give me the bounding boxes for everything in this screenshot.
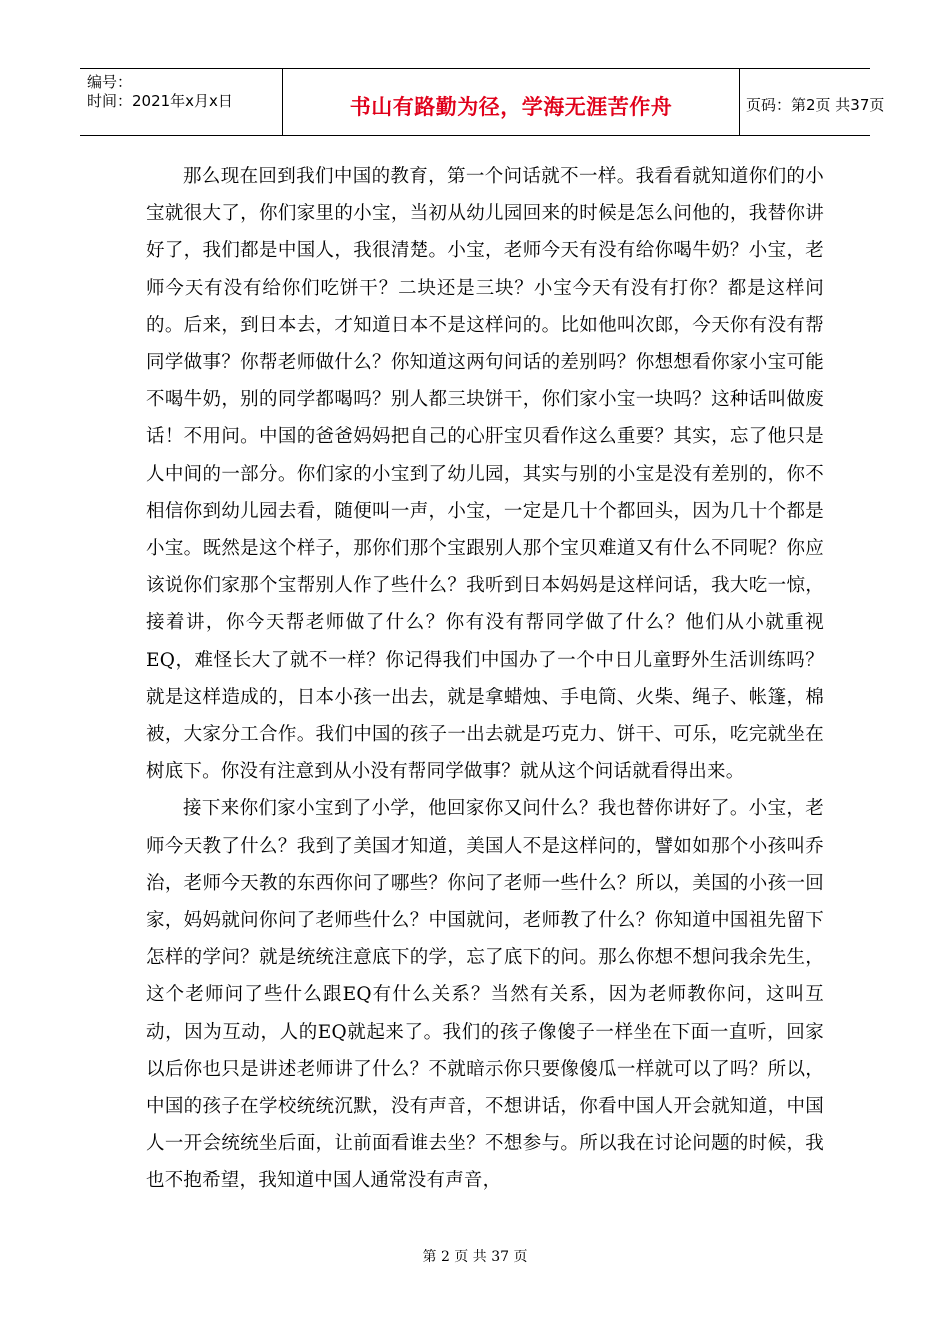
header-motto-cell	[283, 69, 740, 135]
header-info-cell	[80, 69, 283, 135]
serial-number-label: 编号：	[87, 73, 133, 91]
header-page-cell	[740, 69, 885, 135]
motto-text: 书山有路勤为径，学海无涯苦作舟	[349, 95, 673, 119]
body-paragraph: 那么现在回到我们中国的教育，第一个问话就不一样。我看看就知道你们的小宝就很大了，你们家里的小宝，当初从幼儿园回来的时候是怎么问他的，我替你讲好了，我们都是中国人，我很清楚。小宝，老师今天有没有给你喝牛奶？小宝，老师今天有没有给你们吃饼干？二块还是三块？小宝今天有没有打你？都是这样问的。后来，到日本去，才知道日本不是这样问的。比如他叫次郎，今天你有没有帮同学做事？你帮老师做什么？你知道这两句问话的差别吗？你想想看你家小宝可能不喝牛奶，别的同学都喝吗？别人都三块饼干，你们家小宝一块吗？这种话叫做废话！不用问。中国的爸爸妈妈把自己的心肝宝贝看作这么重要？其实，忘了他只是人中间的一部分。你们家的小宝到了幼儿园，其实与别的小宝是没有差别的，你不相信你到幼儿园去看，随便叫一声，小宝，一定是几十个都回头，因为几十个都是小宝。既然是这个样子，那你们那个宝跟别人那个宝贝难道又有什么不同呢？你应该说你们家那个宝帮别人作了些什么？我听到日本妈妈是这样问话，我大吃一惊，接着讲，你今天帮老师做了什么？你有没有帮同学做了什么？他们从小就重视EQ，难怪长大了就不一样？你记得我们中国办了一个中日儿童野外生活训练吗？就是这样造成的，日本小孩一出去，就是拿蜡烛、手电筒、火柴、绳子、帐篷，棉被，大家分工合作。我们中国的孩子一出去就是巧克力、饼干、可乐，吃完就坐在树底下。你没有注意到从小没有帮同学做事？就从这个问话就看得出来。	[146, 166, 824, 783]
page-footer: 第 2 页 共 37 页	[422, 1249, 528, 1265]
document-header	[80, 68, 885, 136]
document-body	[146, 158, 824, 1200]
date-label: 时间：2021年x月x日	[87, 92, 233, 110]
page-code-label: 页码：第2页 共37页	[746, 96, 885, 114]
body-paragraph: 接下来你们家小宝到了小学，他回家你又问什么？我也替你讲好了。小宝，老师今天教了什么？我到了美国才知道，美国人不是这样问的，譬如如那个小孩叫乔治，老师今天教的东西你问了哪些？你问了老师一些什么？所以，美国的小孩一回家，妈妈就问你问了老师些什么？中国就问，老师教了什么？你知道中国祖先留下怎样的学问？就是统统注意底下的学，忘了底下的问。那么你想不想问我余先生，这个老师问了些什么跟EQ有什么关系？当然有关系，因为老师教你问，这叫互动，因为互动，人的EQ就起来了。我们的孩子像傻子一样坐在下面一直听，回家以后你也只是讲述老师讲了什么？不就暗示你只要像傻瓜一样就可以了吗？所以，中国的孩子在学校统统沉默，没有声音，不想讲话，你看中国人开会就知道，中国人一开会统统坐后面，让前面看谁去坐？不想参与。所以我在讨论问题的时候，我也不抱希望，我知道中国人通常没有声音，	[146, 798, 824, 1192]
